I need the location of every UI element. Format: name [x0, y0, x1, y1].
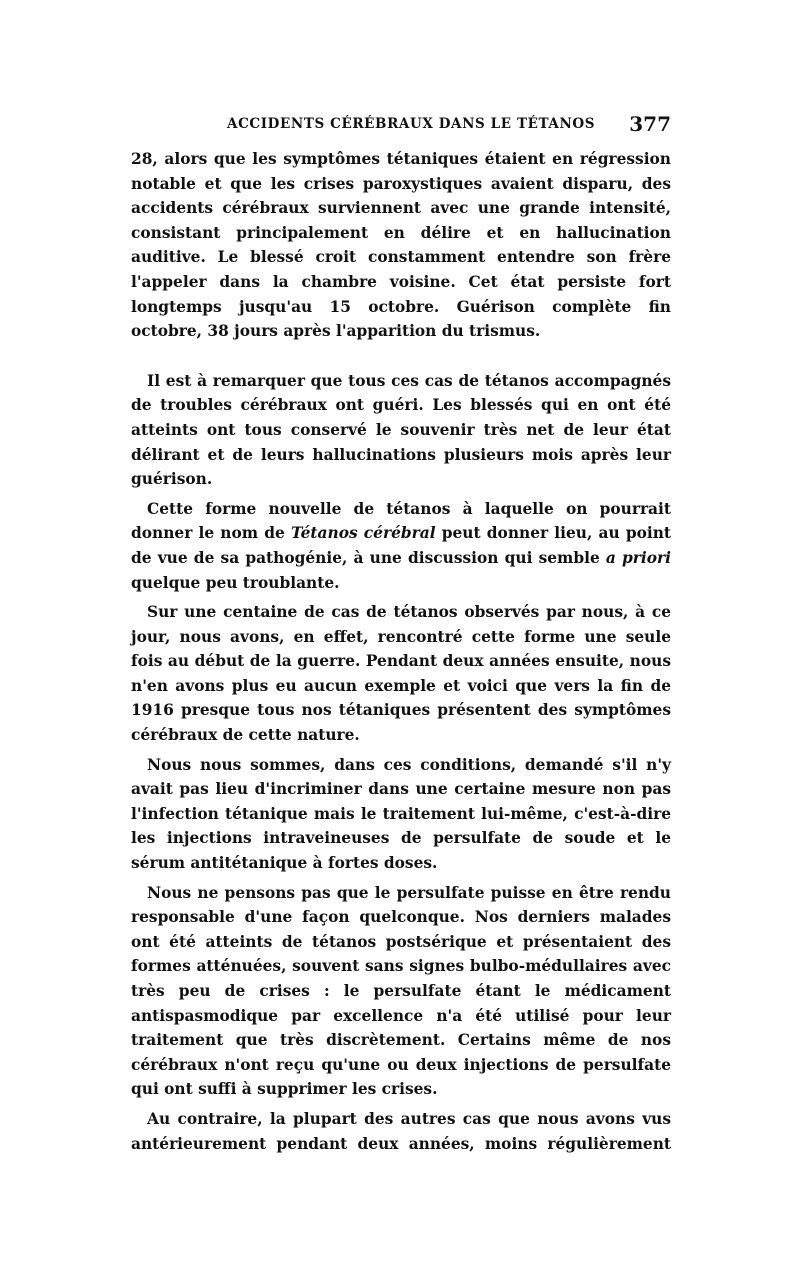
paragraph-persulfate: Nous ne pensons pas que le persulfate puisse en être rendu responsable d'une façon quelconque. Nos derniers malades ont été atteints de tétanos postsérique et présentaient des formes atténuées, souvent sans signes bulbo-médullaires avec très peu de crises : le persulfate étant le médicament antispasmodique par excellence n'a été utilisé pour leur traitement que très discrètement. Certains même de nos cérébraux n'ont reçu qu'une ou deux injections de persulfate qui ont suffi à supprimer les crises. — [131, 883, 671, 1099]
book-page — [131, 112, 671, 1156]
text-segment: peut donner lieu, au point de vue de sa pathogénie, à une discussion qui semble — [131, 524, 671, 567]
paragraph-case-continuation: 28, alors que les symptômes tétaniques étaient en régression notable et que les crises paroxystiques avaient disparu, des accidents cérébraux surviennent avec une grande intensité, consistant principalement en délire et en hallucination auditive. Le blessé croit constamment entendre son frère l'appeler dans la chambre voisine. Cet état persiste fort longtemps jusqu'au 15 octobre. Guérison complète fin octobre, 38 jours après l'apparition du trismus. — [131, 150, 671, 341]
paragraph-case-count: Sur une centaine de cas de tétanos observés par nous, à ce jour, nous avons, en effet, rencontré cette forme une seule fois au début de la guerre. Pendant deux années ensuite, nous n'en avons plus eu aucun exemple et voici que vers la fin de 1916 presque tous nos tétaniques présentent des symptômes cérébraux de cette nature. — [131, 603, 671, 745]
running-head — [131, 112, 671, 146]
paragraph-observation: Il est à remarquer que tous ces cas de tétanos accompagnés de troubles cérébraux ont guéri. Les blessés qui en ont été atteints ont tous conservé le souvenir très net de leur état délirant et de leurs hallucinations plusieurs mois après leur guérison. — [131, 371, 671, 489]
paragraph-treatment-question: Nous nous sommes, dans ces conditions, demandé s'il n'y avait pas lieu d'incriminer dans une certaine mesure non pas l'infection tétanique mais le traitement lui-même, c'est-à-dire les injections intraveineuses de persulfate de soude et le sérum antitétanique à fortes doses. — [131, 755, 671, 873]
text-segment: Cette forme nouvelle de tétanos à laquelle on pourrait donner le nom de — [131, 499, 671, 543]
italic-term-a-priori: a priori — [605, 548, 671, 567]
text-segment: quelque peu troublante. — [131, 573, 340, 592]
paragraph-tetanos-cerebral — [131, 497, 671, 595]
page-number: 377 — [629, 112, 671, 136]
italic-term-tetanos-cerebral: Tétanos cérébral — [290, 524, 436, 543]
running-title: ACCIDENTS CÉRÉBRAUX DANS LE TÉTANOS — [227, 116, 596, 132]
paragraph-other-cases: Au contraire, la plupart des autres cas que nous avons vus antérieurement pendant deux années, moins régulièrement — [131, 1109, 671, 1153]
